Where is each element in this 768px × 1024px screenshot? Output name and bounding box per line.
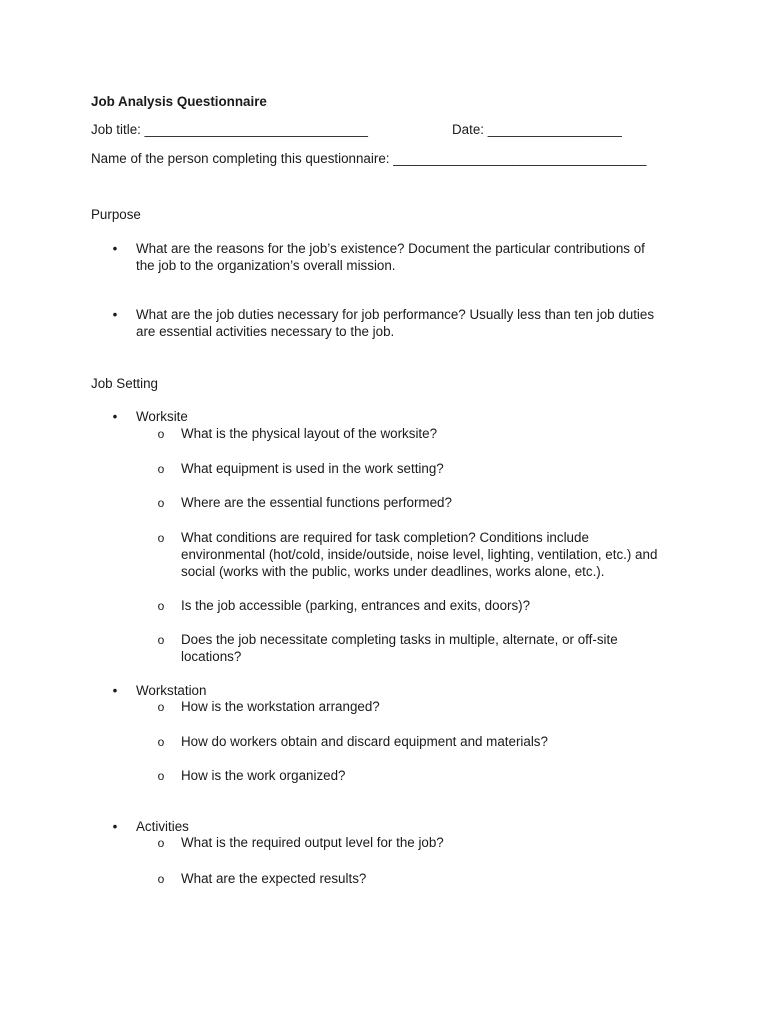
job-setting-heading: Job Setting [91, 376, 158, 391]
worksite-question-3: Where are the essential functions performed? [181, 495, 452, 510]
worksite-label: Worksite [136, 409, 188, 424]
document-title: Job Analysis Questionnaire [91, 94, 267, 109]
bullet-icon: • [112, 683, 118, 698]
completer-name-field: Name of the person completing this questionnaire: __________________________________ [91, 151, 647, 166]
activities-question-1: What is the required output level for the job? [181, 835, 444, 850]
date-field: Date: __________________ [452, 122, 622, 137]
worksite-question-4-line-3: social (works with the public, works under deadlines, works alone, etc.). [181, 564, 605, 579]
bullet-icon: • [112, 307, 118, 322]
workstation-question-3: How is the work organized? [181, 768, 346, 783]
sub-bullet-icon: o [157, 599, 165, 613]
worksite-question-6-line-1: Does the job necessitate completing tasks in multiple, alternate, or off-site [181, 632, 618, 647]
bullet-icon: • [112, 409, 118, 424]
worksite-question-5: Is the job accessible (parking, entrances and exits, doors)? [181, 598, 531, 613]
worksite-question-6-line-2: locations? [181, 649, 242, 664]
purpose-item-2-line-1: What are the job duties necessary for job performance? Usually less than ten job duties [136, 307, 655, 322]
workstation-question-1: How is the workstation arranged? [181, 699, 380, 714]
job-title-field: Job title: ______________________________ [91, 122, 369, 137]
purpose-heading: Purpose [91, 207, 141, 222]
sub-bullet-icon: o [157, 700, 165, 714]
purpose-item-1-line-2: the job to the organization’s overall mission. [136, 258, 396, 273]
worksite-question-2: What equipment is used in the work setting? [181, 461, 444, 476]
sub-bullet-icon: o [157, 836, 165, 850]
sub-bullet-icon: o [157, 496, 165, 510]
purpose-item-2-line-2: are essential activities necessary to the job. [136, 324, 395, 339]
sub-bullet-icon: o [157, 735, 165, 749]
workstation-label: Workstation [136, 683, 207, 698]
sub-bullet-icon: o [157, 872, 165, 886]
worksite-question-1: What is the physical layout of the worksite? [181, 426, 438, 441]
bullet-icon: • [112, 819, 118, 834]
sub-bullet-icon: o [157, 462, 165, 476]
sub-bullet-icon: o [157, 633, 165, 647]
purpose-item-1-line-1: What are the reasons for the job’s existence? Document the particular contributions of [136, 241, 645, 256]
workstation-question-2: How do workers obtain and discard equipment and materials? [181, 734, 548, 749]
sub-bullet-icon: o [157, 531, 165, 545]
activities-question-2: What are the expected results? [181, 871, 367, 886]
sub-bullet-icon: o [157, 769, 165, 783]
activities-label: Activities [136, 819, 189, 834]
worksite-question-4-line-1: What conditions are required for task completion? Conditions include [181, 530, 589, 545]
sub-bullet-icon: o [157, 427, 165, 441]
worksite-question-4-line-2: environmental (hot/cold, inside/outside, noise level, lighting, ventilation, etc.) and [181, 547, 658, 562]
bullet-icon: • [112, 241, 118, 256]
